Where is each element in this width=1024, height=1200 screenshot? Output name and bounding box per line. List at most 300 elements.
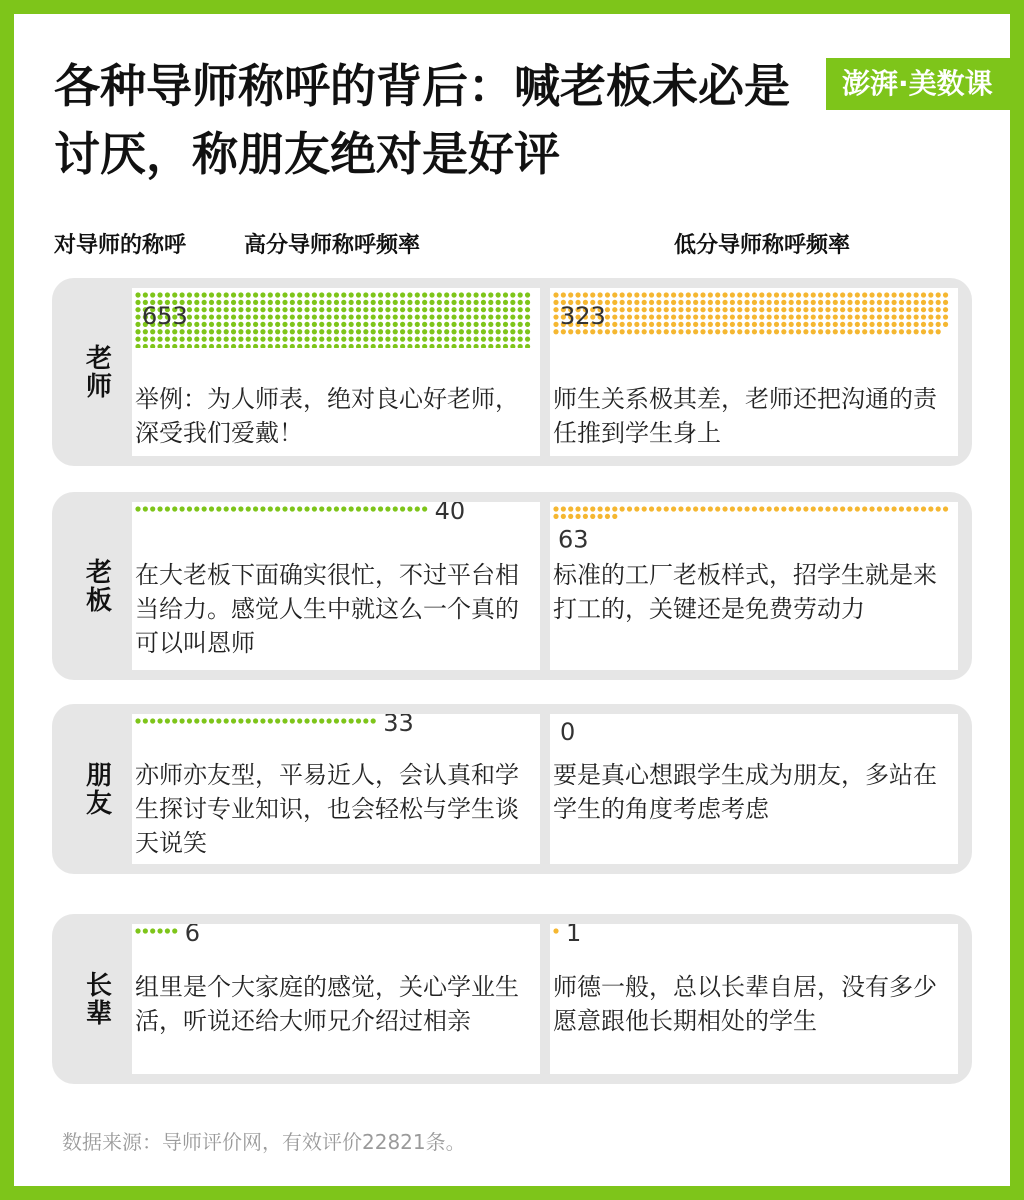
high-dot bbox=[503, 337, 508, 342]
high-dot bbox=[525, 337, 530, 342]
low-dot bbox=[634, 300, 639, 305]
low-dot bbox=[781, 506, 786, 511]
low-dot bbox=[561, 292, 566, 297]
low-dot bbox=[796, 322, 801, 327]
high-dot bbox=[246, 506, 251, 511]
high-dot bbox=[334, 506, 339, 511]
low-dot bbox=[862, 322, 867, 327]
high-dot bbox=[496, 307, 501, 312]
high-dot bbox=[231, 506, 236, 511]
high-dot bbox=[415, 314, 420, 319]
high-dot bbox=[356, 322, 361, 327]
high-dot bbox=[385, 307, 390, 312]
low-dot bbox=[605, 292, 610, 297]
high-dot bbox=[518, 292, 523, 297]
high-dot bbox=[378, 322, 383, 327]
low-dot bbox=[678, 322, 683, 327]
high-dot bbox=[496, 292, 501, 297]
low-dot bbox=[575, 514, 580, 519]
low-dot bbox=[708, 329, 713, 334]
low-dot bbox=[877, 314, 882, 319]
low-dot bbox=[928, 506, 933, 511]
low-dot bbox=[921, 292, 926, 297]
high-value-label: 40 bbox=[434, 502, 466, 525]
high-dot bbox=[260, 300, 265, 305]
high-dot bbox=[444, 307, 449, 312]
low-dot bbox=[627, 322, 632, 327]
high-dot bbox=[165, 344, 170, 348]
high-dot bbox=[275, 307, 280, 312]
row-name: 老板 bbox=[81, 558, 112, 614]
low-dot bbox=[759, 300, 764, 305]
high-dot bbox=[253, 300, 258, 305]
row-name: 朋友 bbox=[81, 761, 112, 817]
low-dot bbox=[862, 300, 867, 305]
low-dot bbox=[715, 314, 720, 319]
high-dot bbox=[415, 300, 420, 305]
high-dot bbox=[290, 314, 295, 319]
high-dot bbox=[400, 337, 405, 342]
high-dot bbox=[238, 506, 243, 511]
high-dot bbox=[437, 329, 442, 334]
high-dot bbox=[202, 307, 207, 312]
low-dot bbox=[634, 292, 639, 297]
high-dot bbox=[202, 344, 207, 348]
low-dot bbox=[796, 314, 801, 319]
low-dot bbox=[678, 329, 683, 334]
high-dot bbox=[407, 337, 412, 342]
low-dot bbox=[833, 329, 838, 334]
high-dot bbox=[224, 329, 229, 334]
low-dot bbox=[862, 329, 867, 334]
low-dot bbox=[811, 300, 816, 305]
high-dot bbox=[481, 344, 486, 348]
high-dot bbox=[135, 322, 140, 327]
low-dot bbox=[553, 322, 558, 327]
high-dot bbox=[451, 314, 456, 319]
low-dot bbox=[693, 314, 698, 319]
high-dot bbox=[349, 506, 354, 511]
high-dot bbox=[260, 322, 265, 327]
high-dot bbox=[312, 307, 317, 312]
high-dot bbox=[327, 344, 332, 348]
low-dot bbox=[825, 329, 830, 334]
low-dot bbox=[936, 506, 941, 511]
low-dot bbox=[921, 314, 926, 319]
high-dot bbox=[246, 322, 251, 327]
high-dot bbox=[327, 314, 332, 319]
high-dot bbox=[481, 300, 486, 305]
high-dot bbox=[297, 300, 302, 305]
low-dot bbox=[620, 300, 625, 305]
high-dot bbox=[437, 314, 442, 319]
high-dot bbox=[253, 337, 258, 342]
high-dot bbox=[349, 314, 354, 319]
low-dot bbox=[612, 300, 617, 305]
high-dot bbox=[334, 322, 339, 327]
row-card bbox=[52, 278, 972, 466]
high-dot bbox=[334, 329, 339, 334]
low-dot bbox=[722, 307, 727, 312]
high-dot bbox=[150, 718, 155, 723]
low-dot bbox=[877, 329, 882, 334]
low-dot bbox=[553, 314, 558, 319]
high-dot bbox=[297, 506, 302, 511]
high-dot bbox=[304, 307, 309, 312]
high-dot bbox=[341, 307, 346, 312]
low-dot bbox=[928, 314, 933, 319]
low-dot bbox=[722, 322, 727, 327]
low-dot bbox=[627, 329, 632, 334]
high-dot bbox=[165, 718, 170, 723]
high-dot bbox=[194, 300, 199, 305]
high-dot bbox=[451, 307, 456, 312]
high-dot bbox=[466, 322, 471, 327]
high-dot bbox=[444, 300, 449, 305]
high-dot bbox=[268, 344, 273, 348]
low-dot bbox=[936, 322, 941, 327]
low-dot bbox=[855, 506, 860, 511]
high-dot bbox=[180, 344, 185, 348]
low-dot bbox=[671, 329, 676, 334]
low-dot bbox=[759, 329, 764, 334]
high-dot bbox=[429, 322, 434, 327]
high-dot bbox=[216, 344, 221, 348]
high-dot bbox=[363, 337, 368, 342]
high-dot bbox=[304, 300, 309, 305]
low-dot bbox=[818, 307, 823, 312]
low-dot bbox=[737, 322, 742, 327]
high-dot bbox=[224, 300, 229, 305]
high-dot bbox=[466, 337, 471, 342]
low-dot bbox=[642, 307, 647, 312]
high-dot bbox=[422, 506, 427, 511]
high-dot bbox=[422, 344, 427, 348]
high-dot bbox=[187, 506, 192, 511]
high-value-label: 6 bbox=[184, 924, 201, 947]
high-dot bbox=[187, 292, 192, 297]
low-dot bbox=[789, 322, 794, 327]
low-value-label: 63 bbox=[558, 525, 589, 554]
low-dot bbox=[656, 300, 661, 305]
high-dot bbox=[268, 329, 273, 334]
high-dot bbox=[363, 300, 368, 305]
low-dot bbox=[899, 329, 904, 334]
high-dot bbox=[363, 329, 368, 334]
low-dot bbox=[598, 506, 603, 511]
high-dot bbox=[451, 322, 456, 327]
low-dot bbox=[620, 322, 625, 327]
high-dot bbox=[334, 300, 339, 305]
high-dot bbox=[371, 506, 376, 511]
low-dot bbox=[774, 307, 779, 312]
low-dot bbox=[877, 506, 882, 511]
high-panel bbox=[132, 288, 540, 456]
high-dot bbox=[488, 344, 493, 348]
high-dot bbox=[510, 322, 515, 327]
low-dot bbox=[921, 506, 926, 511]
high-dot bbox=[172, 344, 177, 348]
high-dot bbox=[238, 718, 243, 723]
low-dot bbox=[847, 300, 852, 305]
low-dot bbox=[921, 307, 926, 312]
high-dot bbox=[378, 292, 383, 297]
high-dot bbox=[209, 344, 214, 348]
low-dot bbox=[583, 292, 588, 297]
low-dot bbox=[598, 514, 603, 519]
low-dot bbox=[620, 329, 625, 334]
high-dot bbox=[444, 292, 449, 297]
high-dot bbox=[385, 300, 390, 305]
high-dot bbox=[474, 329, 479, 334]
high-dot bbox=[510, 300, 515, 305]
high-dot bbox=[238, 322, 243, 327]
low-dot bbox=[671, 322, 676, 327]
high-dot bbox=[429, 300, 434, 305]
low-dot bbox=[737, 506, 742, 511]
high-dot bbox=[371, 314, 376, 319]
high-dot bbox=[437, 344, 442, 348]
high-dot bbox=[496, 329, 501, 334]
low-dot bbox=[656, 322, 661, 327]
high-dot bbox=[260, 718, 265, 723]
low-dot bbox=[671, 292, 676, 297]
high-dot bbox=[172, 506, 177, 511]
low-dot bbox=[686, 307, 691, 312]
high-dot bbox=[393, 506, 398, 511]
high-dot bbox=[407, 307, 412, 312]
low-dot bbox=[737, 329, 742, 334]
low-dot bbox=[818, 506, 823, 511]
low-dot bbox=[803, 314, 808, 319]
low-dot bbox=[877, 292, 882, 297]
low-dot bbox=[862, 307, 867, 312]
low-dot bbox=[730, 314, 735, 319]
high-dot bbox=[202, 506, 207, 511]
low-dot bbox=[693, 322, 698, 327]
low-dot bbox=[906, 307, 911, 312]
high-dot bbox=[510, 314, 515, 319]
high-dot bbox=[312, 506, 317, 511]
high-dot bbox=[407, 506, 412, 511]
low-dot bbox=[892, 292, 897, 297]
low-dot bbox=[620, 314, 625, 319]
low-dot bbox=[634, 329, 639, 334]
high-dot bbox=[282, 292, 287, 297]
high-dot bbox=[157, 337, 162, 342]
high-dot bbox=[135, 300, 140, 305]
low-dot bbox=[833, 300, 838, 305]
high-dot bbox=[135, 292, 140, 297]
high-dot bbox=[385, 329, 390, 334]
high-dot bbox=[488, 292, 493, 297]
high-dot bbox=[356, 329, 361, 334]
low-dot bbox=[811, 292, 816, 297]
high-dot bbox=[231, 307, 236, 312]
low-dot bbox=[855, 300, 860, 305]
low-dot bbox=[781, 292, 786, 297]
low-dot bbox=[899, 300, 904, 305]
high-dot bbox=[510, 329, 515, 334]
high-dot bbox=[525, 329, 530, 334]
high-dot bbox=[356, 506, 361, 511]
low-dot bbox=[737, 314, 742, 319]
low-dot bbox=[745, 307, 750, 312]
low-dot bbox=[620, 307, 625, 312]
low-dot bbox=[936, 314, 941, 319]
low-dot bbox=[796, 300, 801, 305]
high-dot bbox=[444, 344, 449, 348]
high-dot bbox=[451, 292, 456, 297]
low-dot bbox=[745, 300, 750, 305]
low-dot bbox=[884, 307, 889, 312]
low-dot bbox=[656, 292, 661, 297]
low-dot bbox=[752, 329, 757, 334]
low-dot bbox=[745, 322, 750, 327]
low-dot bbox=[656, 314, 661, 319]
high-dot bbox=[209, 300, 214, 305]
high-dot bbox=[268, 718, 273, 723]
low-dot bbox=[612, 329, 617, 334]
high-dot bbox=[459, 329, 464, 334]
low-dot bbox=[936, 307, 941, 312]
low-dot bbox=[642, 329, 647, 334]
high-dot bbox=[202, 292, 207, 297]
low-dot bbox=[612, 307, 617, 312]
high-dot bbox=[341, 337, 346, 342]
low-dot bbox=[789, 292, 794, 297]
high-dot bbox=[525, 300, 530, 305]
high-dot bbox=[451, 329, 456, 334]
low-dot bbox=[803, 506, 808, 511]
low-dot bbox=[869, 292, 874, 297]
low-dot bbox=[847, 329, 852, 334]
low-dot bbox=[833, 322, 838, 327]
low-dot bbox=[767, 322, 772, 327]
high-dot bbox=[143, 337, 148, 342]
high-dot bbox=[363, 344, 368, 348]
low-panel bbox=[550, 924, 958, 1074]
low-dot bbox=[899, 307, 904, 312]
high-dot bbox=[135, 314, 140, 319]
low-dot bbox=[847, 307, 852, 312]
high-dot bbox=[290, 344, 295, 348]
high-example: 亦师亦友型，平易近人，会认真和学生探讨专业知识，也会轻松与学生谈天说笑 bbox=[135, 761, 519, 857]
low-dot bbox=[656, 329, 661, 334]
high-dot bbox=[422, 300, 427, 305]
high-dot bbox=[327, 506, 332, 511]
low-dot bbox=[928, 322, 933, 327]
high-dot bbox=[312, 322, 317, 327]
low-dot bbox=[620, 292, 625, 297]
high-dot bbox=[341, 322, 346, 327]
high-dot bbox=[503, 300, 508, 305]
high-dot bbox=[253, 329, 258, 334]
high-dot bbox=[356, 307, 361, 312]
high-dot bbox=[275, 300, 280, 305]
low-dot bbox=[774, 322, 779, 327]
high-dot bbox=[385, 337, 390, 342]
low-dot bbox=[906, 300, 911, 305]
high-dot bbox=[172, 718, 177, 723]
low-dot bbox=[818, 314, 823, 319]
high-dot bbox=[481, 337, 486, 342]
high-dot bbox=[282, 344, 287, 348]
low-dot bbox=[855, 292, 860, 297]
high-dot bbox=[334, 307, 339, 312]
low-dot bbox=[759, 506, 764, 511]
high-dot bbox=[525, 307, 530, 312]
low-dot bbox=[693, 307, 698, 312]
header-name: 对导师的称呼 bbox=[54, 233, 187, 258]
low-dot bbox=[884, 314, 889, 319]
low-dot bbox=[693, 329, 698, 334]
high-dot bbox=[349, 718, 354, 723]
low-panel bbox=[550, 714, 958, 864]
high-dot bbox=[341, 314, 346, 319]
high-dot bbox=[518, 329, 523, 334]
low-dot bbox=[553, 292, 558, 297]
high-dot bbox=[282, 322, 287, 327]
low-dot bbox=[847, 506, 852, 511]
low-dot bbox=[921, 300, 926, 305]
high-dot bbox=[224, 344, 229, 348]
high-dot bbox=[415, 506, 420, 511]
high-dot bbox=[209, 314, 214, 319]
high-dot bbox=[503, 307, 508, 312]
low-dot bbox=[759, 314, 764, 319]
high-dot bbox=[238, 337, 243, 342]
high-dot bbox=[415, 322, 420, 327]
high-dot bbox=[260, 329, 265, 334]
high-dot bbox=[202, 337, 207, 342]
low-dot bbox=[708, 322, 713, 327]
high-dot bbox=[363, 307, 368, 312]
low-dot bbox=[943, 292, 948, 297]
low-dot bbox=[862, 506, 867, 511]
high-dot bbox=[143, 292, 148, 297]
high-dot bbox=[422, 314, 427, 319]
low-dot bbox=[818, 322, 823, 327]
high-dot bbox=[429, 292, 434, 297]
high-dot bbox=[312, 300, 317, 305]
low-dot bbox=[627, 506, 632, 511]
high-dot bbox=[165, 292, 170, 297]
high-dot bbox=[150, 506, 155, 511]
high-dot bbox=[518, 314, 523, 319]
high-dot bbox=[371, 322, 376, 327]
row-name-cell bbox=[64, 288, 130, 456]
high-dot bbox=[290, 506, 295, 511]
high-dot bbox=[135, 344, 140, 348]
low-dot bbox=[730, 292, 735, 297]
high-dot bbox=[268, 506, 273, 511]
high-dot bbox=[319, 718, 324, 723]
high-dot bbox=[231, 300, 236, 305]
high-dot bbox=[393, 337, 398, 342]
high-dot bbox=[194, 322, 199, 327]
low-dot bbox=[693, 300, 698, 305]
low-dot bbox=[943, 322, 948, 327]
high-dot bbox=[407, 344, 412, 348]
low-dot bbox=[796, 506, 801, 511]
low-dot bbox=[722, 329, 727, 334]
low-dot bbox=[914, 506, 919, 511]
low-dot bbox=[781, 329, 786, 334]
high-dot-chart bbox=[132, 924, 540, 964]
low-dot bbox=[803, 292, 808, 297]
low-dot bbox=[671, 307, 676, 312]
